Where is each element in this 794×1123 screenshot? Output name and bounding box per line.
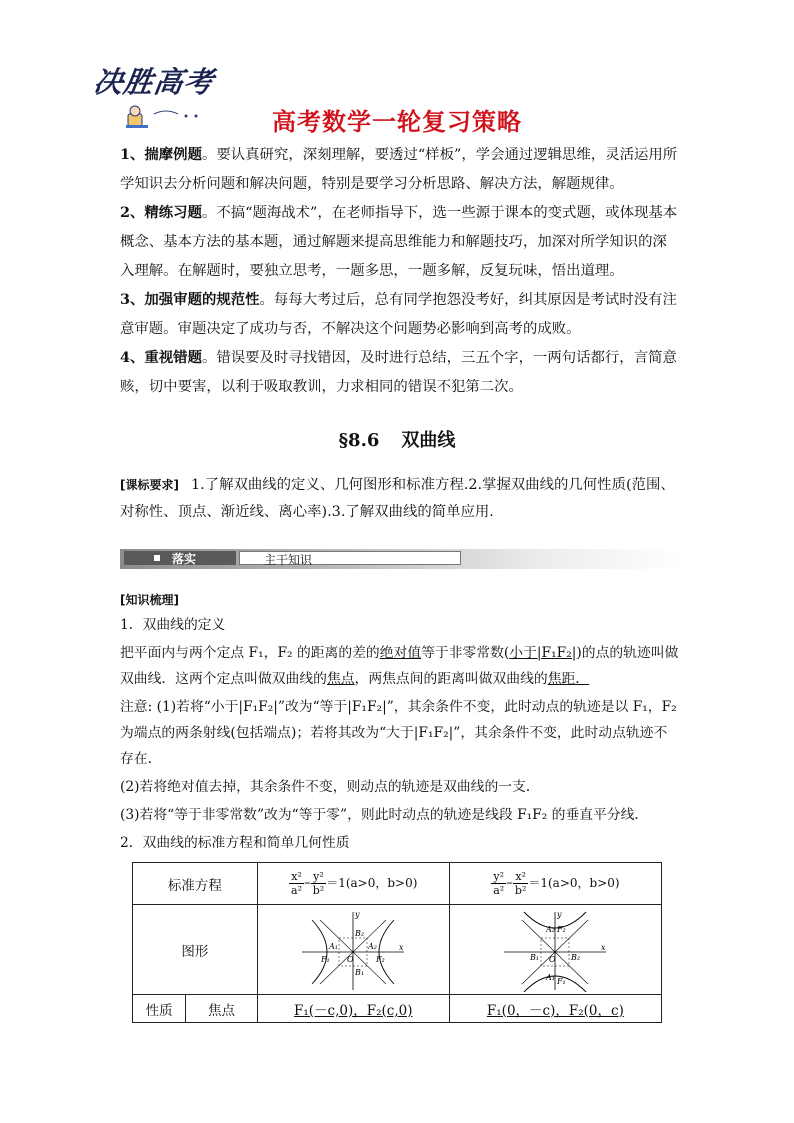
frac-num: x² — [289, 870, 304, 884]
foci-y-axis: F₁(0，－c)，F₂(0，c) — [449, 995, 661, 1023]
frac-num: y² — [491, 870, 506, 884]
bar-right-label: 主干知识 — [264, 553, 313, 567]
logo-text: 决胜高考 — [91, 65, 217, 99]
svg-text:A₁: A₁ — [546, 972, 556, 982]
strategy-3 — [120, 285, 680, 344]
equation-tail: ＝1(a>0，b>0) — [528, 876, 620, 890]
svg-text:A₁: A₁ — [329, 941, 339, 951]
svg-text:x: x — [601, 942, 606, 952]
curriculum-requirements — [120, 472, 680, 526]
frac-den: a² — [291, 884, 302, 897]
strategy-lead: 4、重视错题 — [120, 349, 202, 366]
frac-den: b² — [514, 884, 527, 897]
bar-left-label: 落实 — [172, 552, 197, 566]
requirements-tag: [课标要求] — [120, 478, 179, 492]
row-label-equation: 标准方程 — [133, 863, 258, 905]
note-3: (3)若将“等于非零常数”改为“等于零”，则此时动点的轨迹是线段 F₁F₂ 的垂直平分线． — [120, 807, 649, 823]
table-heading: 2．双曲线的标准方程和简单几何性质 — [120, 835, 350, 851]
svg-text:O: O — [549, 954, 556, 964]
strategy-4 — [120, 343, 680, 402]
svg-text:F₁: F₁ — [321, 954, 330, 964]
note-2: (2)若将绝对值去掉，其余条件不变，则动点的轨迹是双曲线的一支． — [120, 779, 540, 795]
knowledge-tag-label: [知识梳理] — [120, 593, 179, 607]
section-title — [0, 426, 794, 452]
def-abs: 绝对值 — [379, 645, 422, 661]
note-1: 注意: (1)若将“小于|F₁F₂|”改为“等于|F₁F₂|”，其余条件不变，此时动点的轨迹是以 F₁，F₂ 为端点的两条射线(包括端点)；若将其改为“大于|F₁F₂|”，其余条件不变，此时动点轨迹不存在． — [120, 699, 677, 767]
section-name: 双曲线 — [401, 430, 456, 451]
frac-num: x² — [513, 870, 528, 884]
equation-x-axis: $\frac{\text{x²}}{\text{a²}}$ – $\frac{\text{y²}}{\text{b²}}$ ＝1(a>0，b>0) — [257, 863, 449, 905]
svg-text:B₁: B₁ — [530, 952, 540, 962]
frac-den: a² — [493, 884, 505, 897]
svg-text:B₂: B₂ — [355, 928, 365, 938]
table-row — [133, 995, 662, 1023]
section-number: §8.6 — [338, 430, 380, 451]
strategy-lead: 3、加强审题的规范性 — [120, 291, 260, 308]
graph-y-axis-cell — [449, 905, 661, 995]
svg-text:A₂: A₂ — [368, 941, 378, 951]
page-title: 高考数学一轮复习策略 — [272, 108, 522, 136]
svg-text:F₁: F₁ — [557, 976, 567, 986]
bar-left-block — [124, 551, 236, 565]
svg-text:F₂: F₂ — [376, 954, 385, 964]
svg-text:y: y — [355, 909, 360, 919]
svg-text:F₂: F₂ — [557, 924, 567, 934]
section-bar — [120, 549, 680, 567]
def-part-b: 等于非零常数( — [421, 645, 510, 661]
def-part-c: )的点的轨迹叫做双曲线．这两个定点叫做双曲线的 — [120, 645, 679, 687]
hyperbola-horizontal-graph — [298, 908, 408, 992]
strategy-1 — [120, 140, 680, 199]
definition-heading: 1．双曲线的定义 — [120, 617, 226, 633]
frac-num: y² — [311, 870, 326, 884]
square-icon — [154, 555, 160, 561]
row-label-properties: 性质 — [133, 995, 186, 1023]
hyperbola-vertical-graph — [500, 908, 610, 992]
requirements-text: 1.了解双曲线的定义、几何图形和标准方程.2.掌握双曲线的几何性质(范围、对称性、顶点、渐近线、离心率).3.了解双曲线的简单应用. — [120, 477, 675, 520]
definition-text — [120, 640, 680, 692]
def-part-a: 把平面内与两个定点 F₁，F₂ 的距离的差的 — [120, 645, 380, 661]
foci-x-axis: F₁(－c,0)，F₂(c,0) — [257, 995, 449, 1023]
def-lt: 小于|F₁F₂| — [509, 645, 577, 661]
equation-tail: ＝1(a>0，b>0) — [326, 876, 418, 890]
knowledge-tag — [120, 587, 680, 613]
table-row — [133, 863, 662, 905]
strategy-text: 。要认真研究，深刻理解，要透过“样板”，学会通过逻辑思维，灵活运用所学知识去分析问题和解决问题，特别是要学习分析思路、解决方法，解题规律。 — [120, 147, 678, 192]
def-focus: 焦点 — [326, 671, 355, 687]
bar-right-block — [239, 551, 461, 565]
table-row — [133, 905, 662, 995]
strategy-lead: 1、揣摩例题 — [120, 146, 202, 163]
svg-text:B₂: B₂ — [571, 952, 581, 962]
svg-text:x: x — [399, 942, 404, 952]
strategy-lead: 2、精练习题 — [120, 204, 202, 221]
strategy-text: 。不搞“题海战术”，在老师指导下，选一些源于课本的变式题，或体现基本概念、基本方法的基本题，通过解题来提高思维能力和解题技巧，加深对所学知识的深入理解。在解题时，要独立思考，一题多思，一题多解，反复玩味，悟出道理。 — [120, 205, 678, 279]
svg-text:A₂: A₂ — [546, 924, 556, 934]
hyperbola-table — [132, 862, 662, 1023]
strategy-text: 。错误要及时寻找错因，及时进行总结，三五个字，一两句话都行，言简意赅，切中要害，以利于吸取教训，力求相同的错误不犯第二次。 — [120, 350, 677, 395]
strategy-text: 。每每大考过后，总有同学抱怨没考好，纠其原因是考试时没有注意审题。审题决定了成功与否，不解决这个问题势必影响到高考的成败。 — [120, 292, 677, 337]
strategy-2 — [120, 198, 680, 286]
equation-y-axis: $\frac{\text{y²}}{\text{a²}}$ – $\frac{\text{x²}}{\text{b²}}$ ＝1(a>0，b>0) — [449, 863, 661, 905]
svg-text:B₁: B₁ — [355, 967, 365, 977]
row-label-graph: 图形 — [133, 905, 258, 995]
def-focal-distance: 焦距． — [547, 671, 590, 687]
graph-x-axis-cell — [257, 905, 449, 995]
frac-den: b² — [312, 884, 325, 897]
svg-text:y: y — [557, 909, 562, 919]
row-label-foci: 焦点 — [186, 995, 257, 1023]
def-part-d: ，两焦点间的距离叫做双曲线的 — [354, 671, 548, 687]
svg-text:O: O — [347, 954, 354, 964]
